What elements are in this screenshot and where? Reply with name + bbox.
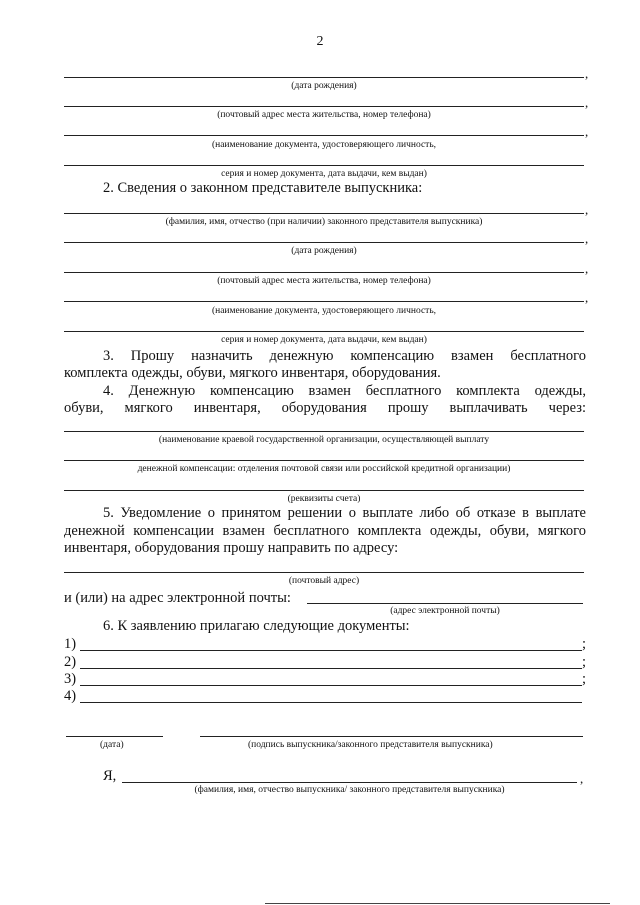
date-line[interactable] (66, 736, 163, 737)
rep-birth-date-line[interactable] (64, 242, 584, 243)
declaration-name-line[interactable] (122, 782, 577, 783)
birth-date-line[interactable] (64, 77, 584, 78)
rep-id-document-line[interactable] (64, 301, 584, 302)
email-line[interactable] (307, 603, 583, 604)
semicolon: ; (582, 654, 587, 670)
comma: , (585, 124, 589, 139)
section-3-line-2: комплекта одежды, обуви, мягкого инвентаря, оборудования. (64, 365, 441, 381)
attachment-number: 1) (64, 636, 77, 652)
comma: , (580, 771, 584, 786)
semicolon: ; (582, 671, 587, 687)
section-5-line-1: 5. Уведомление о принятом решении о выплате либо об отказе в выплате (103, 505, 586, 521)
id-document-line[interactable] (64, 135, 584, 136)
declaration-caption: (фамилия, имя, отчество выпускника/ законного представителя выпускника) (194, 785, 505, 795)
field-caption: (фамилия, имя, отчество (при наличии) законного представителя выпускника) (165, 217, 483, 227)
attachment-number: 3) (64, 671, 77, 687)
field-caption: (почтовый адрес места жительства, номер телефона) (217, 276, 431, 286)
field-caption: (реквизиты счета) (287, 494, 361, 504)
postal-address-line[interactable] (64, 572, 584, 573)
declaration-prefix: Я, (103, 768, 117, 784)
field-caption: серия и номер документа, дата выдачи, кем выдан) (221, 169, 427, 179)
comma: , (585, 290, 589, 305)
page-bottom-rule (265, 903, 610, 904)
comma: , (585, 231, 589, 246)
comma: , (585, 261, 589, 276)
rep-address-line[interactable] (64, 272, 584, 273)
field-caption: денежной компенсации: отделения почтовой связи или российской кредитной организации) (137, 464, 511, 474)
page-number: 2 (316, 34, 324, 49)
address-line[interactable] (64, 106, 584, 107)
section-4-line-1: 4. Денежную компенсацию взамен бесплатного комплекта одежды, (103, 383, 586, 399)
account-details-line[interactable] (64, 490, 584, 491)
field-caption: (почтовый адрес) (288, 576, 360, 586)
id-details-line[interactable] (64, 165, 584, 166)
attachment-number: 4) (64, 688, 77, 704)
section-3-line-1: 3. Прошу назначить денежную компенсацию взамен бесплатного (103, 348, 586, 364)
rep-id-details-line[interactable] (64, 331, 584, 332)
comma: , (585, 66, 589, 81)
field-caption: (наименование документа, удостоверяющего личность, (211, 140, 437, 150)
section-5-line-2: денежной компенсации взамен бесплатного комплекта одежды, обуви, мягкого (64, 523, 586, 539)
email-label: и (или) на адрес электронной почты: (64, 590, 291, 606)
rep-name-line[interactable] (64, 213, 584, 214)
comma: , (585, 95, 589, 110)
field-caption: (адрес электронной почты) (390, 606, 500, 616)
signature-line[interactable] (200, 736, 583, 737)
attachment-line-4[interactable] (80, 702, 582, 703)
signature-caption: (подпись выпускника/законного представителя выпускника) (248, 740, 493, 750)
field-caption: (почтовый адрес места жительства, номер телефона) (217, 110, 431, 120)
field-caption: (дата рождения) (291, 81, 357, 91)
attachment-line-3[interactable] (80, 685, 582, 686)
semicolon: ; (582, 636, 587, 652)
section-2-heading: 2. Сведения о законном представителе выпускника: (103, 180, 423, 196)
section-4-line-2: обуви, мягкого инвентаря, оборудования прошу выплачивать через: (64, 400, 586, 416)
section-6-heading: 6. К заявлению прилагаю следующие документы: (103, 618, 410, 634)
field-caption: серия и номер документа, дата выдачи, кем выдан) (221, 335, 427, 345)
field-caption: (наименование краевой государственной организации, осуществляющей выплату (158, 435, 490, 445)
date-caption: (дата) (100, 740, 124, 750)
attachment-line-2[interactable] (80, 668, 582, 669)
comma: , (585, 202, 589, 217)
field-caption: (дата рождения) (291, 246, 357, 256)
payment-org-line[interactable] (64, 431, 584, 432)
section-5-line-3: инвентаря, оборудования прошу направить по адресу: (64, 540, 399, 556)
payment-org-line-2[interactable] (64, 460, 584, 461)
attachment-line-1[interactable] (80, 650, 582, 651)
field-caption: (наименование документа, удостоверяющего личность, (211, 306, 437, 316)
attachment-number: 2) (64, 654, 77, 670)
